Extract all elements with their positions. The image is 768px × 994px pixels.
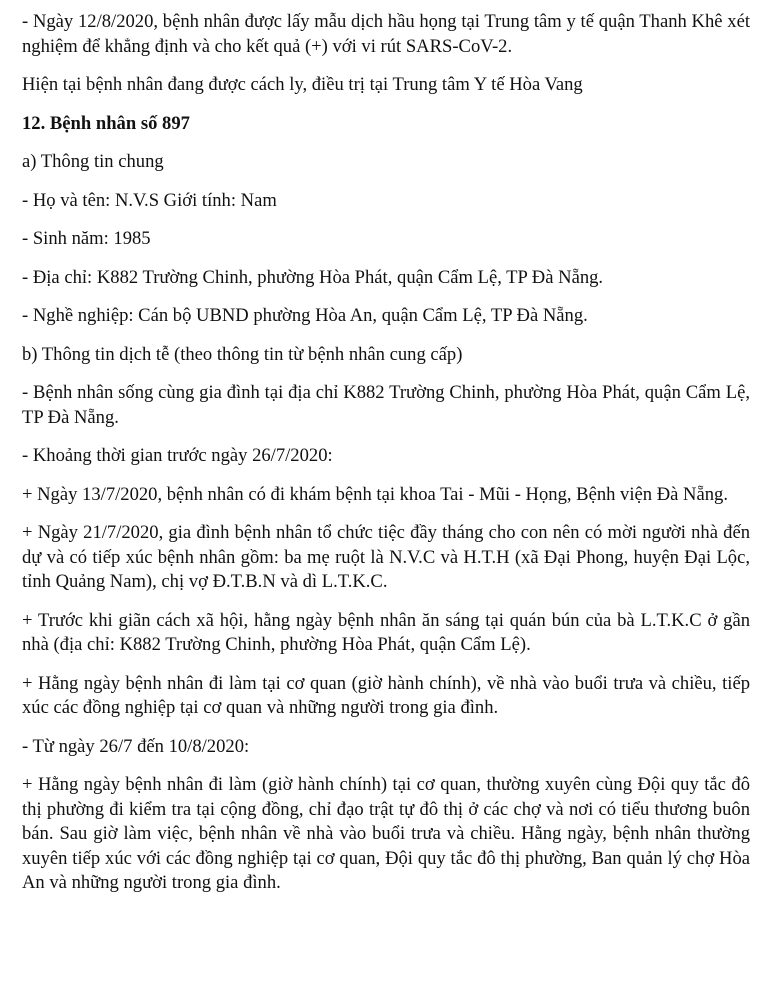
document-page xyxy=(22,10,750,910)
paragraph-birth-year: - Sinh năm: 1985 xyxy=(22,228,151,249)
paragraph-name-gender: - Họ và tên: N.V.S Giới tính: Nam xyxy=(22,189,277,211)
paragraph-test-result: - Ngày 12/8/2020, bệnh nhân được lấy mẫu dịch hầu họng tại Trung tâm y tế quận Thanh Khê xét nghiệm để khẳng định và cho kết quả (+) với vi rút SARS-CoV-2. xyxy=(22,11,750,57)
paragraph-living-with-family: - Bệnh nhân sống cùng gia đình tại địa chỉ K882 Trường Chinh, phường Hòa Phát, quận Cẩm Lệ, TP Đà Nẵng. xyxy=(22,382,750,428)
subheading-epidemiology-info: b) Thông tin dịch tễ (theo thông tin từ bệnh nhân cung cấp) xyxy=(22,343,463,365)
subheading-general-info: a) Thông tin chung xyxy=(22,151,164,172)
paragraph-daily-inspection: + Hằng ngày bệnh nhân đi làm (giờ hành chính) tại cơ quan, thường xuyên cùng Đội quy tắc đô thị phường đi kiểm tra tại cộng đồng, chỉ đạo trật tự đô thị ở các chợ và nơi có tiểu thương buôn bán. Sau giờ làm việc, bệnh nhân về nhà vào buổi trưa và chiều. Hằng ngày, bệnh nhân thường xuyên tiếp xúc với các đồng nghiệp tại cơ quan, Đội quy tắc đô thị phường, Ban quản lý chợ Hòa An và những người trong gia đình. xyxy=(22,774,750,893)
paragraph-family-party: + Ngày 21/7/2020, gia đình bệnh nhân tổ chức tiệc đầy tháng cho con nên có mời người nhà đến dự và có tiếp xúc bệnh nhân gồm: ba mẹ ruột là N.V.C và H.T.H (xã Đại Phong, huyện Đại Lộc, tỉnh Quảng Nam), chị vợ Đ.T.B.N và dì L.T.K.C. xyxy=(22,522,750,592)
paragraph-hospital-visit: + Ngày 13/7/2020, bệnh nhân có đi khám bệnh tại khoa Tai - Mũi - Họng, Bệnh viện Đà Nẵng. xyxy=(22,483,728,505)
paragraph-period-before: - Khoảng thời gian trước ngày 26/7/2020: xyxy=(22,445,333,466)
paragraph-isolation-status: Hiện tại bệnh nhân đang được cách ly, điều trị tại Trung tâm Y tế Hòa Vang xyxy=(22,74,583,95)
paragraph-daily-work: + Hằng ngày bệnh nhân đi làm tại cơ quan (giờ hành chính), về nhà vào buổi trưa và chiều, tiếp xúc các đồng nghiệp tại cơ quan và những người trong gia đình. xyxy=(22,672,750,718)
paragraph-occupation: - Nghề nghiệp: Cán bộ UBND phường Hòa An, quận Cẩm Lệ, TP Đà Nẵng. xyxy=(22,305,588,326)
paragraph-breakfast-shop: + Trước khi giãn cách xã hội, hằng ngày bệnh nhân ăn sáng tại quán bún của bà L.T.K.C ở gần nhà (địa chỉ: K882 Trường Chinh, phường Hòa Phát, quận Cẩm Lệ). xyxy=(22,609,750,655)
paragraph-period-from: - Từ ngày 26/7 đến 10/8/2020: xyxy=(22,735,250,757)
section-heading-patient-897: 12. Bệnh nhân số 897 xyxy=(22,112,190,134)
paragraph-address: - Địa chỉ: K882 Trường Chinh, phường Hòa Phát, quận Cẩm Lệ, TP Đà Nẵng. xyxy=(22,266,604,288)
